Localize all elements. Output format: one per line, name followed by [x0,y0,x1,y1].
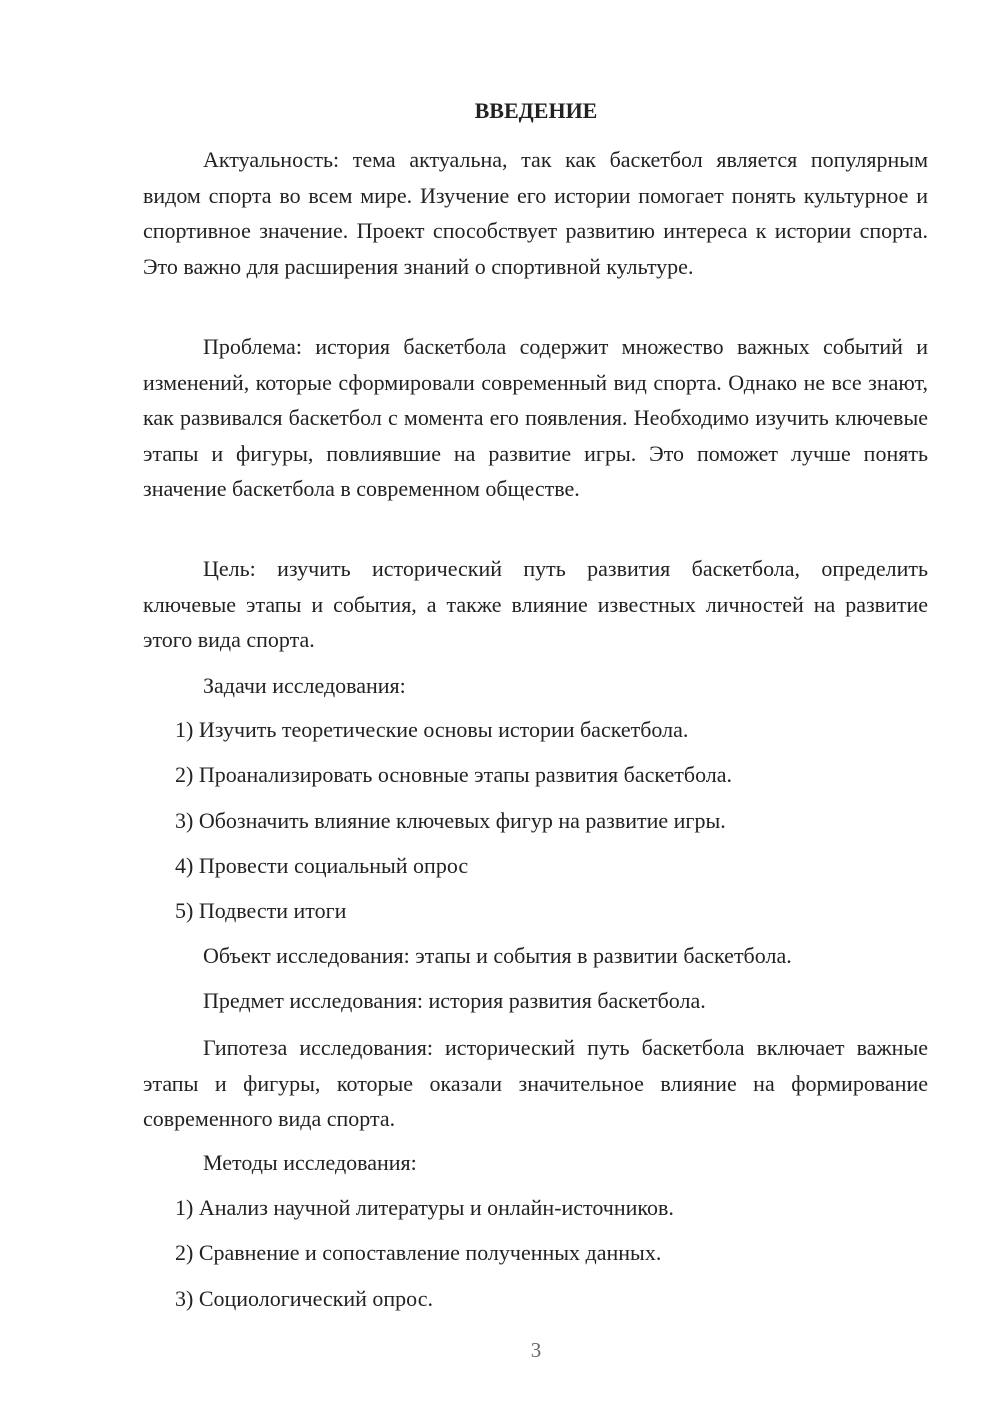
goal-paragraph: Цель: изучить исторический путь развития баскетбола, определить ключевые этапы и события, а также влияние известных личностей на развитие этого вида спорта. [143,556,928,652]
method-item: 2) Сравнение и сопоставление полученных данных. [175,1240,662,1265]
actuality-paragraph: Актуальность: тема актуальна, так как баскетбол является популярным видом спорта во всем мире. Изучение его истории помогает понять культурное и спортивное значение. Проект способствует развитию интереса к истории спорта. Это важно для расширения знаний о спортивной культуре. [143,147,928,279]
hypothesis-paragraph: Гипотеза исследования: исторический путь баскетбола включает важные этапы и фигуры, которые оказали значительное влияние на формирование современного вида спорта. [143,1035,928,1131]
method-item: 3) Социологический опрос. [175,1286,433,1311]
tasks-heading: Задачи исследования: [203,673,406,698]
method-item: 1) Анализ научной литературы и онлайн-источников. [175,1195,674,1220]
task-item: 2) Проанализировать основные этапы развития баскетбола. [175,762,733,787]
page-number: 3 [530,1338,542,1362]
task-item: 4) Провести социальный опрос [175,853,469,878]
task-item: 3) Обозначить влияние ключевых фигур на развитие игры. [175,808,726,833]
methods-heading: Методы исследования: [203,1150,417,1175]
task-item: 1) Изучить теоретические основы истории баскетбола. [175,717,689,742]
problem-paragraph: Проблема: история баскетбола содержит множество важных событий и изменений, которые сформировали современный вид спорта. Однако не все знают, как развивался баскетбол с момента его появления. Необходимо изучить ключевые этапы и фигуры, повлиявшие на развитие игры. Это поможет лучше понять значение баскетбола в современном обществе. [143,334,928,501]
object-line: Объект исследования: этапы и события в развитии баскетбола. [203,943,792,968]
page-title: ВВЕДЕНИЕ [474,98,598,123]
subject-line: Предмет исследования: история развития баскетбола. [203,988,706,1013]
task-item: 5) Подвести итоги [175,898,347,923]
